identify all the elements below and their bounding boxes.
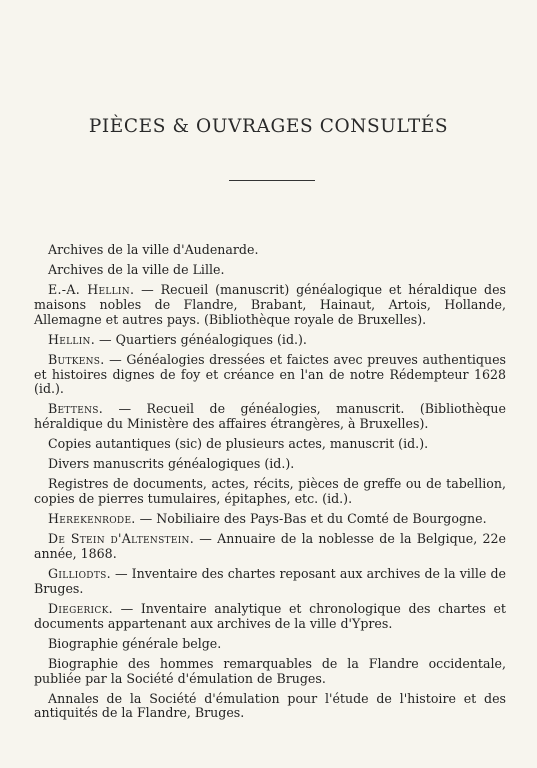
entry-author: E.-A. Hellin. xyxy=(48,282,135,298)
list-item xyxy=(34,602,506,631)
entry-text: — Recueil de généalogies, manuscrit. (Bibliothèque héraldique du Ministère des affaires étrangères, à Bruxelles). xyxy=(34,401,506,431)
entry-text: — Nobiliaire des Pays-Bas et du Comté de Bourgogne. xyxy=(135,511,487,527)
list-item xyxy=(34,692,506,721)
entry-author: Butkens. xyxy=(48,351,105,367)
list-item xyxy=(34,283,506,327)
list-item xyxy=(34,353,506,397)
entry-text: Copies autantiques (sic) de plusieurs actes, manuscrit (id.). xyxy=(48,436,429,452)
entry-text: Biographie des hommes remarquables de la Flandre occidentale, publiée par la Société d'émulation de Bruges. xyxy=(34,655,506,686)
list-item xyxy=(34,457,506,472)
entry-author: Herekenrode. xyxy=(48,511,136,527)
entry-text: — Quartiers généalogiques (id.). xyxy=(95,331,307,347)
list-item xyxy=(34,637,506,652)
entry-author: De Stein d'Altenstein. xyxy=(48,531,195,547)
list-item xyxy=(34,532,506,561)
page-title: PIÈCES & OUVRAGES CONSULTÉS xyxy=(88,116,449,137)
list-item xyxy=(34,477,506,506)
list-item xyxy=(34,243,506,258)
entry-text: Registres de documents, actes, récits, pièces de greffe ou de tabellion, copies de pierres tumulaires, épitaphes, etc. (id.). xyxy=(34,476,506,507)
entry-text: Divers manuscrits généalogiques (id.). xyxy=(48,456,295,472)
entry-text: — Inventaire analytique et chronologique des chartes et documents appartenant aux archives de la ville d'Ypres. xyxy=(34,601,506,631)
entry-author: Diegerick. xyxy=(48,601,113,616)
list-item xyxy=(34,263,506,278)
title-divider xyxy=(229,180,315,181)
source-list xyxy=(34,243,506,727)
entry-text: — Généalogies dressées et faictes avec preuves authentiques et histoires dignes de foy et créance en l'an de notre Rédempteur 1628 (id.). xyxy=(34,351,506,397)
entry-text: — Inventaire des chartes reposant aux archives de la ville de Bruges. xyxy=(34,566,506,596)
entry-author: Gilliodts. xyxy=(48,566,111,582)
list-item xyxy=(34,437,506,452)
list-item xyxy=(34,402,506,431)
entry-text: — Annuaire de la noblesse de la Belgique, 22e année, 1868. xyxy=(34,531,506,562)
list-item xyxy=(34,333,506,348)
entry-text: Annales de la Société d'émulation pour l'étude de l'histoire et des antiquités de la Flandre, Bruges. xyxy=(34,690,506,721)
entry-text: Biographie générale belge. xyxy=(48,635,222,651)
list-item xyxy=(34,657,506,686)
list-item xyxy=(34,567,506,596)
entry-text: Archives de la ville de Lille. xyxy=(48,262,225,278)
entry-author: Hellin. xyxy=(48,331,96,347)
entry-author: Bettens. xyxy=(48,401,104,417)
entry-text: Archives de la ville d'Audenarde. xyxy=(48,242,259,257)
list-item xyxy=(34,512,506,527)
entry-text: — Recueil (manuscrit) généalogique et héraldique des maisons nobles de Flandre, Brabant, Hainaut, Artois, Hollande, Allemagne et autres pays. (Bibliothèque royale de Bruxelles). xyxy=(34,282,506,327)
